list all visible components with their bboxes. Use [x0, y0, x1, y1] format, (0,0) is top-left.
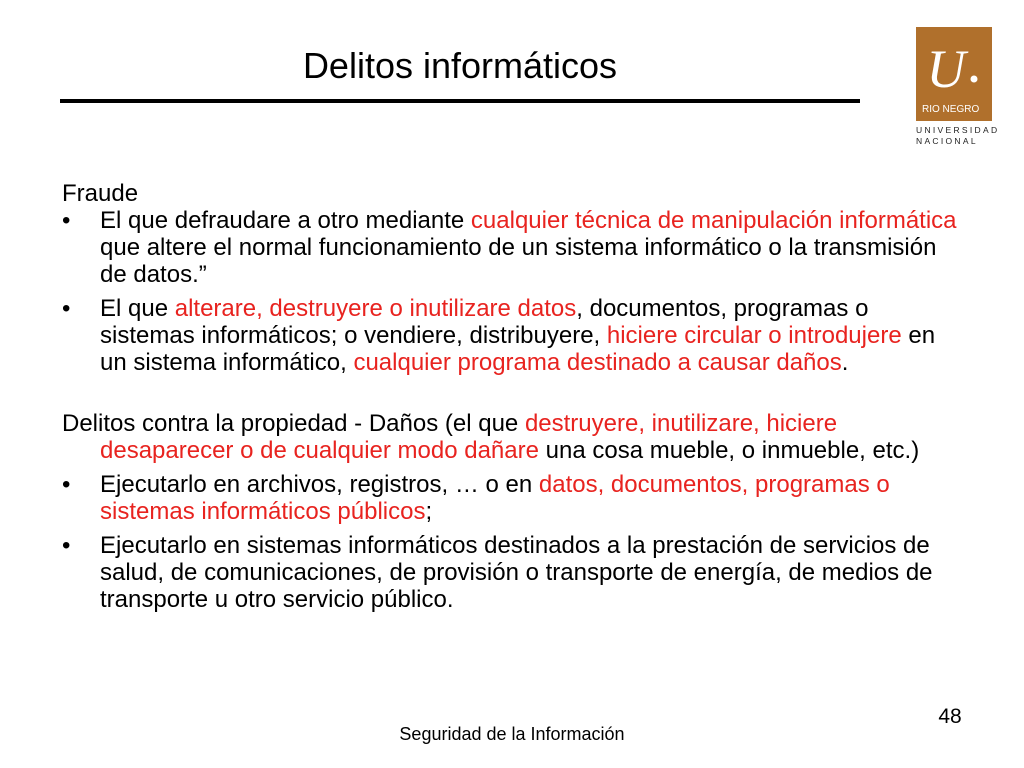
logo-line3: NACIONAL — [916, 136, 978, 146]
logo-line1: RIO NEGRO — [922, 104, 980, 115]
highlight-segment: cualquier programa destinado a causar daños — [353, 349, 842, 376]
fraude-bullet-2 — [62, 295, 962, 376]
bullet-glyph: • — [62, 471, 71, 498]
logo-letter: U — [926, 39, 966, 99]
slide-footer: Seguridad de la Información — [399, 724, 625, 744]
logo-dot — [971, 76, 978, 83]
danos-paragraph — [62, 410, 962, 464]
text-segment: . — [841, 349, 849, 376]
logo-subtitle — [916, 125, 1000, 147]
title-underline — [60, 99, 860, 103]
text-segment: una cosa mueble, o inmueble, etc.) — [538, 437, 920, 464]
text-segment: Delitos contra la propiedad - Daños (el que — [62, 410, 525, 437]
bullet-glyph: • — [62, 532, 71, 559]
bullet-glyph: • — [62, 295, 71, 322]
slide-body — [62, 180, 962, 613]
highlight-segment: alterare, destruyere o inutilizare datos — [174, 295, 577, 322]
text-segment: , documentos, programas o sistemas informáticos; o vendiere, distribuyere, — [100, 295, 869, 349]
danos-bullet-1 — [62, 471, 962, 525]
university-logo — [916, 27, 992, 121]
page-number: 48 — [938, 705, 962, 728]
slide-title: Delitos informáticos — [302, 45, 618, 86]
highlight-segment: datos, documentos, programas o sistemas informáticos públicos — [100, 471, 890, 525]
bullet-glyph: • — [62, 207, 71, 234]
logo-line2: UNIVERSIDAD — [916, 125, 1000, 135]
fraude-bullet-1 — [62, 207, 962, 288]
text-segment: Ejecutarlo en archivos, registros, … o en — [100, 471, 539, 498]
text-segment: que altere el normal funcionamiento de un sistema informático o la transmisión de datos.” — [100, 234, 937, 288]
text-segment: en un sistema informático, — [100, 322, 936, 376]
text-segment: ; — [425, 498, 433, 525]
fraude-heading: Fraude — [62, 180, 139, 207]
text-segment: El que — [100, 295, 175, 322]
text-segment: El que defraudare a otro mediante — [100, 207, 471, 234]
highlight-segment: hiciere circular o introdujere — [606, 322, 902, 349]
danos-bullet-2 — [62, 532, 962, 613]
text-segment: Ejecutarlo en sistemas informáticos destinados a la prestación de servicios de salud, de comunicaciones, de provisión o transporte de energía, de medios de transporte u otro servicio público. — [100, 532, 933, 613]
highlight-segment: cualquier técnica de manipulación informática — [470, 207, 957, 234]
highlight-segment: destruyere, inutilizare, hiciere desaparecer o de cualquier modo dañare — [100, 410, 838, 464]
